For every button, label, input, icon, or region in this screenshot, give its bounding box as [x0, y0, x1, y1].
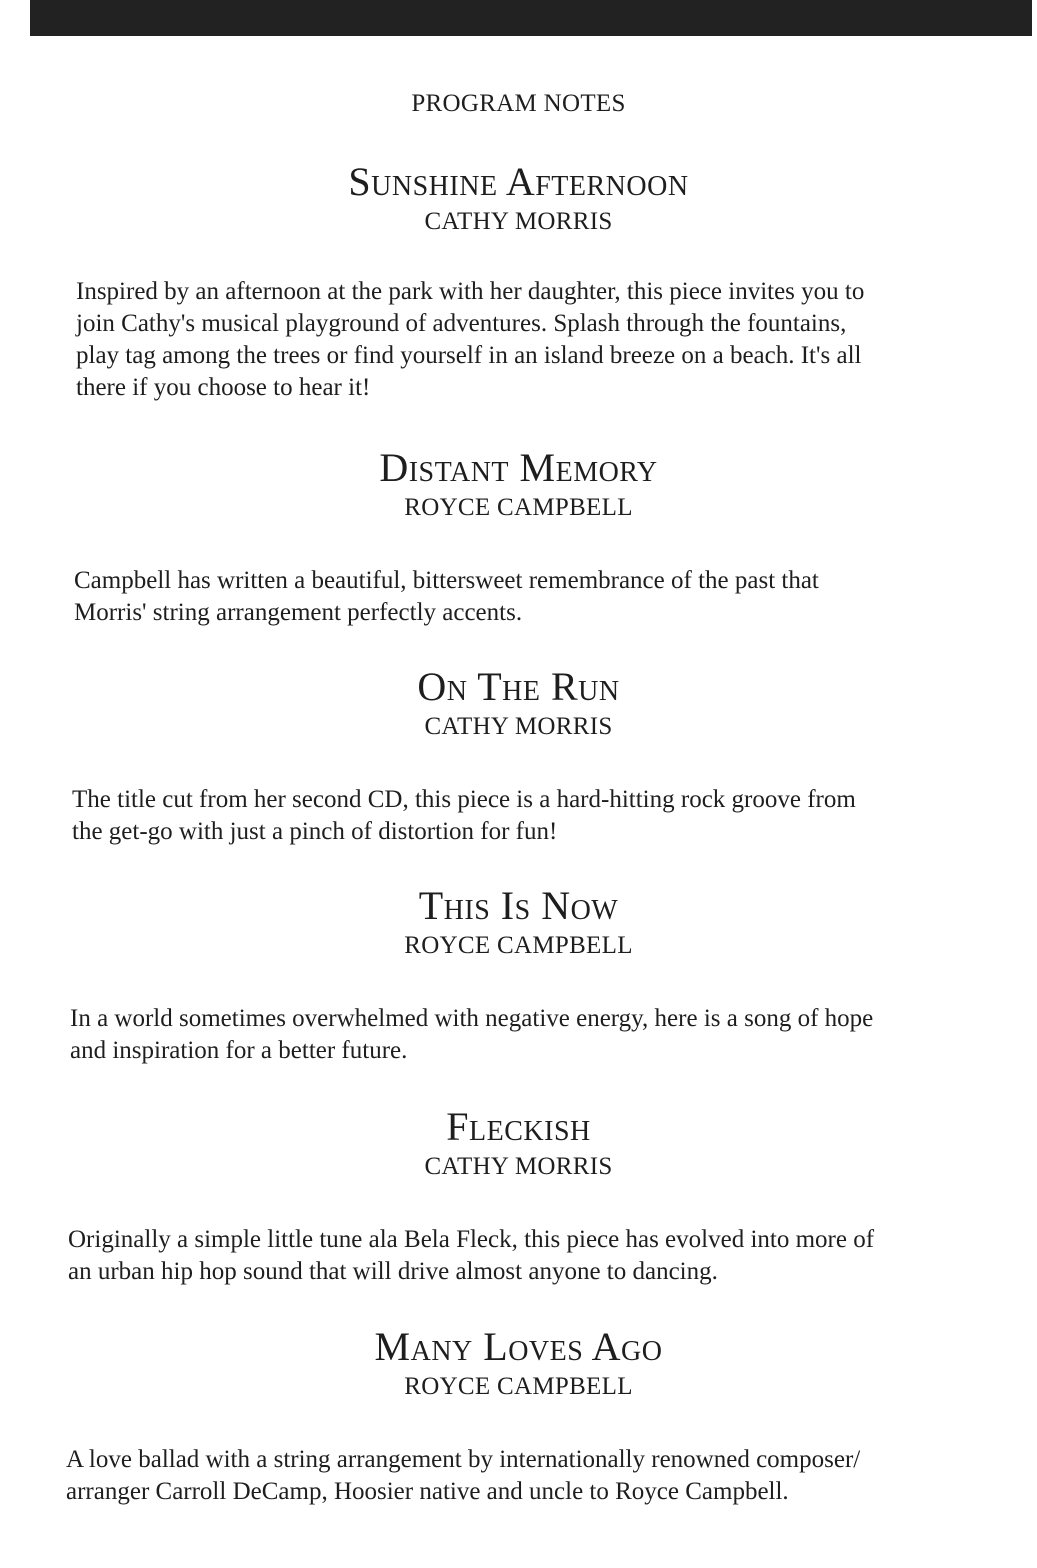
piece-description: [70, 1003, 873, 1067]
description-line: Morris' string arrangement perfectly accents.: [74, 599, 523, 626]
piece-title: Sunshine Afternoon: [348, 159, 689, 204]
description-line: an urban hip hop sound that will drive almost anyone to dancing.: [68, 1258, 718, 1285]
piece-description: [72, 784, 856, 848]
description-line: Originally a simple little tune ala Bela Fleck, this piece has evolved into more of: [68, 1226, 875, 1253]
piece-on-the-run: [0, 665, 1037, 743]
description-line: A love ballad with a string arrangement by internationally renowned composer/: [66, 1446, 861, 1473]
piece-composer: ROYCE CAMPBELL: [404, 1373, 633, 1400]
piece-this-is-now: [0, 884, 1037, 962]
piece-composer: CATHY MORRIS: [424, 208, 613, 235]
piece-description: [74, 565, 819, 629]
piece-composer: ROYCE CAMPBELL: [404, 932, 633, 959]
description-line: Campbell has written a beautiful, bittersweet remembrance of the past that: [74, 567, 819, 594]
description-line: and inspiration for a better future.: [70, 1037, 408, 1064]
piece-title: This Is Now: [418, 883, 619, 928]
description-line: the get-go with just a pinch of distortion for fun!: [72, 818, 558, 845]
piece-title: Fleckish: [446, 1104, 591, 1149]
description-line: there if you choose to hear it!: [76, 374, 371, 401]
piece-many-loves-ago: [0, 1325, 1037, 1403]
piece-distant-memory: [0, 446, 1037, 524]
description-line: The title cut from her second CD, this piece is a hard-hitting rock groove from: [72, 786, 856, 813]
description-line: In a world sometimes overwhelmed with negative energy, here is a song of hope: [70, 1005, 874, 1032]
piece-title: On The Run: [417, 664, 620, 709]
piece-description: [68, 1224, 874, 1288]
piece-composer: ROYCE CAMPBELL: [404, 494, 633, 521]
piece-description: [66, 1444, 860, 1508]
description-line: arranger Carroll DeCamp, Hoosier native and uncle to Royce Campbell.: [66, 1478, 789, 1505]
piece-composer: CATHY MORRIS: [424, 713, 613, 740]
piece-fleckish: [0, 1105, 1037, 1183]
description-line: Inspired by an afternoon at the park with her daughter, this piece invites you to: [76, 278, 865, 305]
description-line: join Cathy's musical playground of adventures. Splash through the fountains,: [76, 310, 847, 337]
piece-composer: CATHY MORRIS: [424, 1153, 613, 1180]
page-heading: PROGRAM NOTES: [411, 90, 626, 117]
piece-title: Distant Memory: [379, 445, 658, 490]
piece-description: [76, 276, 864, 404]
description-line: play tag among the trees or find yourself in an island breeze on a beach. It's all: [76, 342, 862, 369]
piece-sunshine-afternoon: [0, 160, 1037, 238]
piece-title: Many Loves Ago: [374, 1324, 663, 1369]
top-dark-bar: [30, 0, 1032, 36]
